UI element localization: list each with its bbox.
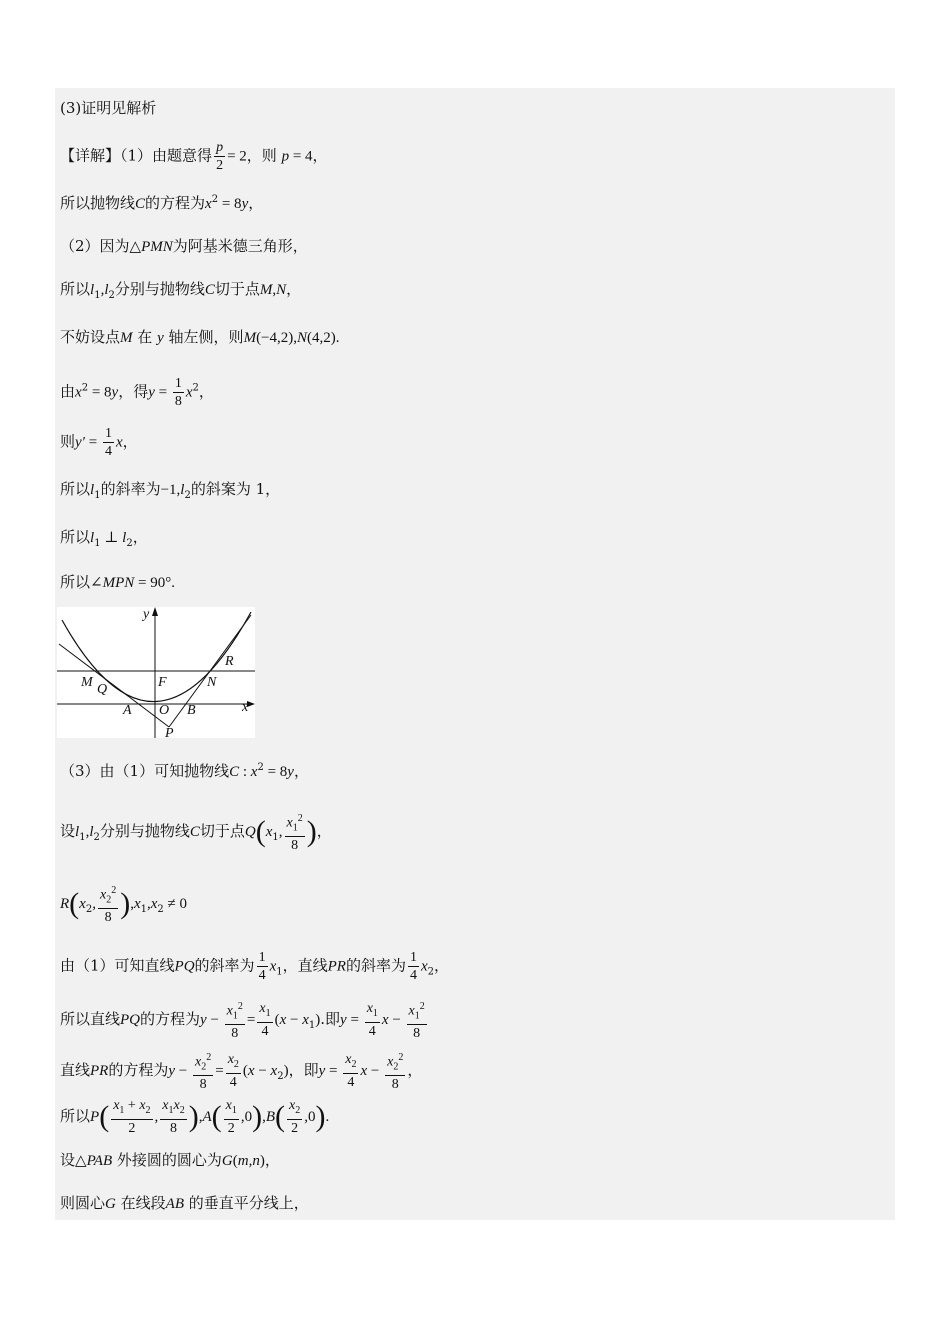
line-detail-13: $R(x_2$, $\frac{x_2^2}{8}$ )$,x_1,x_2 \ne 0$	[60, 882, 187, 926]
parabola-figure	[57, 607, 255, 738]
label-y: y	[143, 607, 150, 622]
line-detail-11: （3）由（1）可知抛物线C : $x^2 = 8y$，	[60, 762, 309, 780]
line-detail-2: 所以抛物线C的方程为$x^2 = 8y$，	[60, 194, 264, 212]
line-detail-10: 所以∠MPN = 90°.	[60, 573, 175, 591]
line-detail-7: 则y′ = $\frac{1}{4}$ x，	[60, 426, 138, 459]
line-detail-14: 由（1）可知直线PQ的斜率为 $\frac{1}{4}$ $x_1$，直线PR的斜率为 $\frac{1}{4}$ $x_2$，	[60, 950, 450, 983]
line-detail-16: 直线PR的方程为y − $\frac{x_2^2}{8}$ = $\frac{x_2}{4}$ $(x - x_2)$，即y = $\frac{x_2}{4}$ x − $\frac{x_2^2}{8}$ ，	[60, 1049, 422, 1093]
line-detail-5: 不妨设点M 在 y 轴左侧，则M(−4,2),N(4,2).	[60, 328, 340, 346]
label-P: P	[165, 726, 174, 738]
line-detail-3: （2）因为△PMN为阿基米德三角形，	[60, 237, 308, 255]
line-detail-15: 所以直线PQ的方程为y − $\frac{x_1^2}{8}$ = $\frac{x_1}{4}$ $(x - x_1)$.即y = $\frac{x_1}{4}$ x − $\frac{x_1^2}{8}$	[60, 998, 429, 1042]
label-N: N	[207, 675, 217, 690]
line-detail-9: 所以$l_1$ ⊥ $l_2$，	[60, 528, 148, 549]
line-detail-8: 所以$l_1$的斜率为$-1,l_2$的斜案为 1，	[60, 480, 281, 501]
label-O: O	[159, 703, 170, 718]
label-R: R	[225, 654, 234, 669]
line-detail-6: 由$x^2 = 8y$，得y = $\frac{1}{8}$ $x^2$，	[60, 376, 214, 409]
line-detail-19: 则圆心G 在线段AB 的垂直平分线上，	[60, 1194, 309, 1212]
label-F: F	[158, 675, 167, 690]
line-detail-4: 所以$l_1,l_2$分别与抛物线C切于点M,N，	[60, 280, 302, 301]
line-detail-12: 设$l_1,l_2$分别与抛物线C切于点$Q(x_1$, $\frac{x_1^2}{8}$ )，	[60, 810, 332, 854]
line-detail-1: 【详解】（1）由题意得 $\frac{p}{2}$ = 2，则 p = 4，	[60, 140, 328, 173]
label-Q: Q	[97, 682, 108, 697]
line-detail-17: 所以P( $\frac{x_1 + x_2}{2}$ , $\frac{x_1x_2}{8}$ ),A( $\frac{x_1}{2}$ ,0),B( $\frac{x_2}{2}$ ,0).	[60, 1098, 330, 1136]
label-B: B	[187, 703, 196, 718]
part3-heading: (3)证明见解析	[60, 99, 157, 117]
label-M: M	[81, 675, 93, 690]
label-x: x	[242, 700, 249, 715]
label-A: A	[123, 703, 132, 718]
line-detail-18: 设△PAB 外接圆的圆心为G(m,n)，	[60, 1151, 280, 1169]
